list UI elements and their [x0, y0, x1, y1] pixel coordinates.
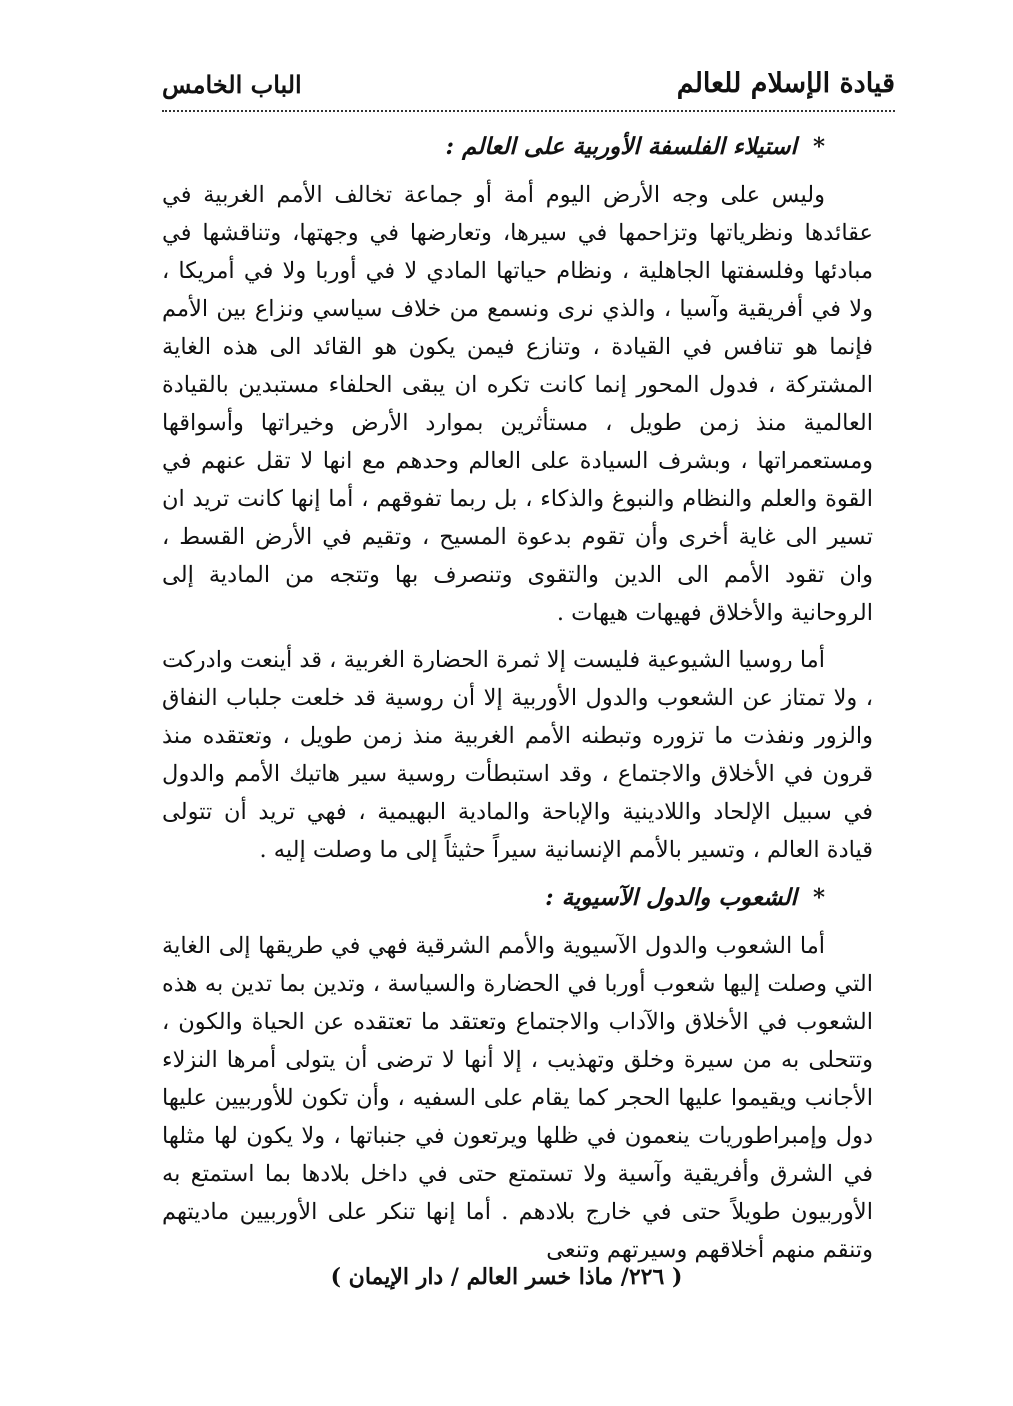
section-heading-text: استيلاء الفلسفة الأوربية على العالم : — [445, 133, 797, 160]
section-heading-text: الشعوب والدول الآسيوية : — [545, 884, 797, 911]
book-title: قيادة الإسلام للعالم — [676, 68, 895, 99]
page-footer: ( ٢٢٦/ ماذا خسر العالم / دار الإيمان ) — [330, 1264, 683, 1290]
chapter-title: الباب الخامس — [162, 70, 302, 99]
page-body — [162, 118, 873, 1278]
paragraph: وليس على وجه الأرض اليوم أمة أو جماعة تخالف الأمم الغربية في عقائدها ونظرياتها وتزاحمها في سيرها، وتعارضها في وجهتها، وتناقشها في مبادئها وفلسفتها الجاهلية ، ونظام حياتها المادي لا في أوربا ولا في أمريكا ، ولا في أفريقية وآسيا ، والذي نرى ونسمع من خلاف سياسي ونزاع بين الأمم فإنما هو تنافس في القيادة ، وتنازع فيمن يكون هو القائد الى هذه الغاية المشتركة ، فدول المحور إنما كانت تكره ان يبقى الحلفاء مستبدين بالقيادة العالمية منذ زمن طويل ، مستأثرين بموارد الأرض وخيراتها وأسواقها ومستعمراتها ، وبشرف السيادة على العالم وحدهم مع انها لا تقل عنهم في القوة والعلم والنظام والنبوغ والذكاء ، بل ربما تفوقهم ، أما إنها كانت تريد ان تسير الى غاية أخرى وأن تقوم بدعوة المسيح ، وتقيم في الأرض القسط ، وان تقود الأمم الى الدين والتقوى وتنصرف بها وتتجه من المادية إلى الروحانية والأخلاق فهيهات هيهات . — [162, 182, 873, 626]
section-heading-european-philosophy — [162, 128, 873, 166]
header-divider — [162, 110, 895, 112]
bullet-mark: * — [812, 884, 825, 911]
section-heading-asian-nations — [162, 879, 873, 917]
bullet-mark: * — [812, 133, 825, 160]
paragraph: أما الشعوب والدول الآسيوية والأمم الشرقية فهي في طريقها إلى الغاية التي وصلت إليها شعوب أوربا في الحضارة والسياسة ، وتدين بما تدين به هذه الشعوب في الأخلاق والآداب والاجتماع وتعتقد ما تعتقده عن الحياة والكون ، وتتحلى به من سيرة وخلق وتهذيب ، إلا أنها لا ترضى أن يتولى أمرها النزلاء الأجانب ويقيموا عليها الحجر كما يقام على السفيه ، وأن تكون للأوربيين عليها دول وإمبراطوريات ينعمون في ظلها ويرتعون في جنباتها ، ولا يكون لها مثلها في الشرق وأفريقية وآسية ولا تستمتع حتى في داخل بلادها بما استمتع به الأوربيون طويلاً حتى في خارج بلادهم . أما إنها تنكر على الأوربيين ماديتهم وتنقم منهم أخلاقهم وسيرتهم وتنعى — [162, 933, 873, 1263]
page-header — [162, 66, 895, 108]
paragraph: أما روسيا الشيوعية فليست إلا ثمرة الحضارة الغربية ، قد أينعت وادركت ، ولا تمتاز عن الشعوب والدول الأوربية إلا أن روسية قد خلعت جلباب النفاق والزور ونفذت ما تزوره وتبطنه الأمم الغربية منذ زمن طويل ، وتعتقده منذ قرون في الأخلاق والاجتماع ، وقد استبطأت روسية سير هاتيك الأمم والدول في سبيل الإلحاد واللادينية والإباحة والمادية البهيمية ، فهي تريد أن تتولى قيادة العالم ، وتسير بالأمم الإنسانية سيراً حثيثاً إلى ما وصلت إليه . — [162, 647, 873, 863]
